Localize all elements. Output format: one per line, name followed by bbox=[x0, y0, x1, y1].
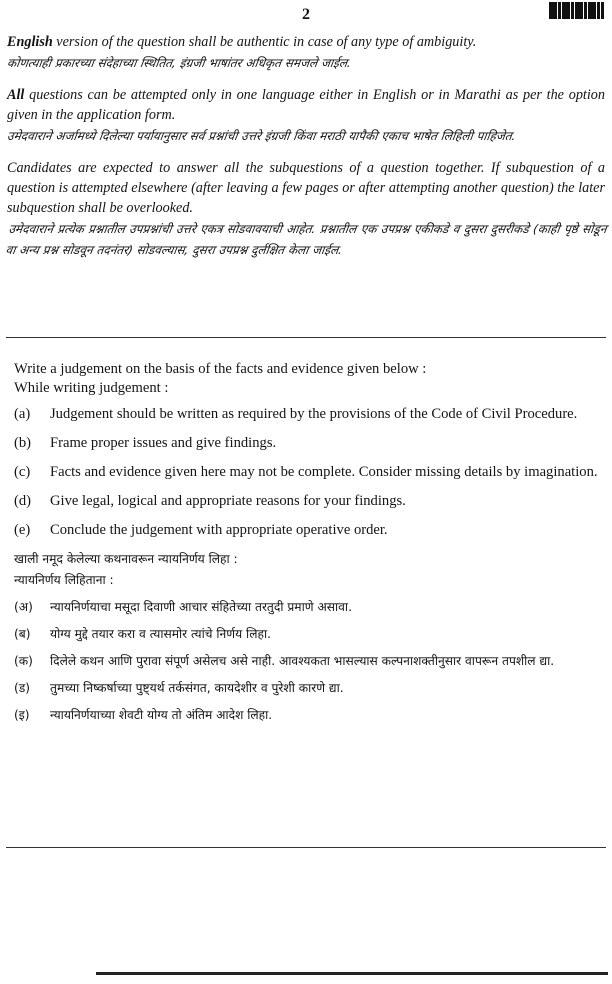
list-item bbox=[14, 624, 604, 645]
item-label: (a) bbox=[14, 406, 31, 422]
question-sub: While writing judgement : bbox=[14, 380, 169, 396]
question-block-mr bbox=[14, 549, 604, 726]
instruction-3-mr: उमेदवाराने प्रत्येक प्रश्नातील उपप्रश्नांची उत्तरे एकत्र सोडवावयाची आहेत. प्रश्नातील एक उपप्रश्न एकीकडे व दुसरा दुसरीकडे (काही पृष्ठे सोडून वा अन्य प्रश्न सोडवून तदनंतर) सोडवल्यास, दुसरा उपप्रश्न दुर्लक्षित केला जाईल. bbox=[4, 222, 608, 257]
item-text: योग्य मुद्दे तयार करा व त्यासमोर त्यांचे निर्णय लिहा. bbox=[50, 627, 271, 641]
item-label: (c) bbox=[14, 464, 31, 480]
instruction-2-lead: All bbox=[7, 87, 25, 103]
item-text: दिलेले कथन आणि पुरावा संपूर्ण असेलच असे नाही. आवश्यकता भासल्यास कल्पनाशक्तीनुसार वापरून तपशील द्या. bbox=[50, 654, 555, 668]
item-label: (इ) bbox=[14, 708, 30, 722]
instruction-3 bbox=[4, 158, 608, 261]
list-item bbox=[14, 491, 604, 511]
instruction-2 bbox=[7, 85, 605, 147]
list-item bbox=[14, 597, 604, 618]
list-item bbox=[14, 705, 604, 726]
page-footer-rule bbox=[96, 972, 608, 975]
question-intro-mr: खाली नमूद केलेल्या कथनावरून न्यायनिर्णय लिहा : bbox=[14, 552, 238, 566]
item-label: (अ) bbox=[14, 600, 33, 614]
instruction-3-en bbox=[7, 158, 605, 218]
instruction-1-en bbox=[7, 32, 605, 52]
question-intro: Write a judgement on the basis of the facts and evidence given below : bbox=[14, 361, 427, 377]
item-label: (b) bbox=[14, 435, 32, 451]
instructions-block bbox=[4, 32, 608, 272]
item-label: (ड) bbox=[14, 681, 31, 695]
item-text: तुमच्या निष्कर्षाच्या पुष्ट्यर्थ तर्कसंगत, कायदेशीर व पुरेशी कारणे द्या. bbox=[50, 681, 344, 695]
instruction-1-mr: कोणत्याही प्रकारच्या संदेहाच्या स्थितित, इंग्रजी भाषांतर अधिकृत समजले जाईल. bbox=[6, 56, 352, 70]
item-label: (e) bbox=[14, 522, 31, 538]
item-text: न्यायनिर्णयाचा मसूदा दिवाणी आचार संहितेच्या तरतुदी प्रमाणे असावा. bbox=[50, 600, 352, 614]
item-text: Conclude the judgement with appropriate operative order. bbox=[50, 522, 388, 538]
item-label: (d) bbox=[14, 493, 32, 509]
list-item bbox=[14, 433, 604, 453]
question-block bbox=[14, 360, 604, 726]
instruction-1 bbox=[7, 32, 605, 74]
item-text: Judgement should be written as required by the provisions of the Code of Civil Procedure. bbox=[50, 406, 578, 422]
instruction-1-text: version of the question shall be authentic in case of any type of ambiguity. bbox=[52, 34, 477, 50]
item-label: (ब) bbox=[14, 627, 31, 641]
section-divider-top bbox=[6, 337, 606, 338]
instruction-3-text: Candidates are expected to answer all the subquestions of a question together. If subquestion of a question is attempted elsewhere (after leaving a few pages or after attempting another question) the later subquestion shall be overlooked. bbox=[7, 160, 605, 216]
section-divider-bottom bbox=[6, 847, 606, 848]
list-item bbox=[14, 651, 604, 672]
instruction-2-en bbox=[7, 85, 605, 125]
list-item bbox=[14, 462, 604, 482]
list-item bbox=[14, 520, 604, 540]
item-text: Frame proper issues and give findings. bbox=[50, 435, 277, 451]
barcode bbox=[549, 2, 604, 19]
question-sub-mr: न्यायनिर्णय लिहिताना : bbox=[14, 573, 114, 587]
question-items bbox=[14, 404, 604, 540]
list-item bbox=[14, 404, 604, 424]
item-text: Give legal, logical and appropriate reasons for your findings. bbox=[50, 493, 406, 509]
instruction-2-mr: उमेदवाराने अर्जामध्ये दिलेल्या पर्यायानुसार सर्व प्रश्नांची उत्तरे इंग्रजी किंवा मराठी यापैकी एकाच भाषेत लिहिली पाहिजेत. bbox=[6, 129, 517, 143]
item-text: न्यायनिर्णयाच्या शेवटी योग्य तो अंतिम आदेश लिहा. bbox=[50, 708, 273, 722]
instruction-1-lead: English bbox=[7, 34, 53, 50]
item-label: (क) bbox=[14, 654, 33, 668]
instruction-2-text: questions can be attempted only in one language either in English or in Marathi as per the option given in the application form. bbox=[7, 87, 605, 123]
list-item bbox=[14, 678, 604, 699]
page-number: 2 bbox=[302, 6, 310, 23]
item-text: Facts and evidence given here may not be complete. Consider missing details by imagination. bbox=[50, 464, 598, 480]
